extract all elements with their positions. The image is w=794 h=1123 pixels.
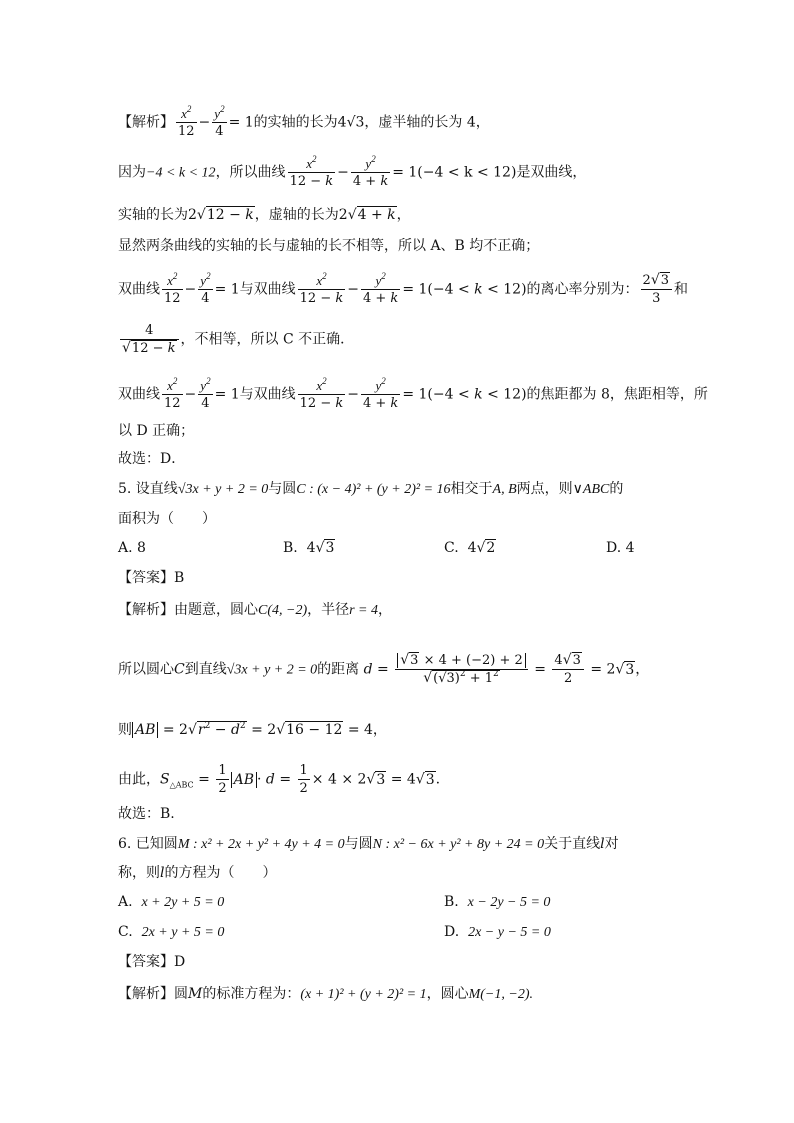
q5-stem-line-2: 面积为（ ） xyxy=(118,511,216,527)
q6-stem-line-2: 称，则l的方程为（ ） xyxy=(118,865,277,881)
q4-analysis-line-2: 因为−4 < k < 12，所以曲线 $\frac{x^2}{12 - k}$ − $\frac{y^2}{4 + k}$ = 1(−4 < k < 12)是双曲线， xyxy=(118,154,587,189)
q6-analysis-line-1: 【解析】圆M的标准方程为：(x + 1)² + (y + 2)² = 1，圆心M(−1, −2). xyxy=(118,986,533,1002)
q4-analysis-line-7: 双曲线 $\frac{x^2}{12}$ − $\frac{y^2}{4}$ = 1与双曲线 $\frac{x^2}{12 - k}$ − $\frac{y^2}{4 + k}$ = 1(−4 < k < 12)的焦距都为 8，焦距相等，所 xyxy=(118,376,708,411)
q6-answer-line: 【答案】D xyxy=(118,954,186,970)
q5-option-d: D. 4 xyxy=(606,540,635,556)
fraction: $\frac{x^2}{12}$ xyxy=(178,104,195,139)
q4-choose-line: 故选：D． xyxy=(118,451,186,467)
q5-analysis-line-3: 则 AB = $2√r^2 - d^2 = 2√16 - 12 = 4$， xyxy=(118,721,387,738)
q5-answer-line: 【答案】B xyxy=(118,570,185,586)
fraction: $\frac{x^2}{12 - k}$ xyxy=(289,154,334,189)
q4-analysis-line-6: $\frac{4}{√12 - k}$ ，不相等，所以 C 不正确． xyxy=(122,323,355,356)
q5-option-a: A. 8 xyxy=(118,540,146,556)
fraction: $\frac{y^2}{4}$ xyxy=(214,104,225,139)
q6-stem-line-1: 6. 已知圆M : x² + 2x + y² + 4y + 4 = 0与圆N : x² − 6x + y² + 8y + 24 = 0关于直线l对 xyxy=(118,836,619,852)
q5-choose-line: 故选：B. xyxy=(118,806,175,822)
analysis-label: 【解析】 xyxy=(118,114,174,131)
q5-option-c: C. 4√2 xyxy=(444,540,496,556)
q5-analysis-line-2: 所以圆心C到直线√3x + y + 2 = 0的距离 d = $\frac{√3 \times 4 + (-2) + 2}{√(√3)^2 + 1^2}$ = $\frac{4√3}{2}$ = 2√3， xyxy=(118,652,650,686)
q5-option-b: B. 4√3 xyxy=(283,540,335,556)
q5-stem-line-1: 5. 设直线√3x + y + 2 = 0与圆C : (x − 4)² + (y + 2)² = 16相交于A, B两点，则∨ABC的 xyxy=(118,481,624,497)
q4-analysis-line-1: 【解析】 $\frac{x^2}{12}$ − $\frac{y^2}{4}$ = 1的实轴的长为4√3，虚半轴的长为 4， xyxy=(118,104,490,139)
q6-option-c: C. 2x + y + 5 = 0 xyxy=(118,924,225,940)
q6-option-d: D. 2x − y − 5 = 0 xyxy=(444,924,551,940)
q5-analysis-line-4: 由此，$S_{\triangle ABC}$ = $\frac{1}{2}$ AB · d = $\frac{1}{2}$ × 4 × 2√3 = 4√3. xyxy=(118,763,441,796)
real-axis-value: 4√3 xyxy=(337,114,365,131)
q6-option-b: B. x − 2y − 5 = 0 xyxy=(444,894,551,910)
q4-analysis-line-3: 实轴的长为2√12 − k，虚轴的长为2√4 + k， xyxy=(118,207,411,223)
q6-option-a: A. x + 2y + 5 = 0 xyxy=(118,894,225,910)
q5-analysis-line-1: 【解析】由题意，圆心C(4, −2)，半径r = 4， xyxy=(118,602,393,618)
q4-analysis-line-5: 双曲线 $\frac{x^2}{12}$ − $\frac{y^2}{4}$ = 1与双曲线 $\frac{x^2}{12 - k}$ − $\frac{y^2}{4 + k}$ = 1(−4 < k < 12)的离心率分别为： $\frac{2√3}{3}$ 和 xyxy=(118,271,689,306)
q4-analysis-line-4: 显然两条曲线的实轴的长与虚轴的长不相等，所以 A、B 均不正确； xyxy=(118,238,540,254)
fraction: $\frac{y^2}{4 + k}$ xyxy=(352,154,389,189)
q4-analysis-line-8: 以 D 正确； xyxy=(118,423,195,439)
